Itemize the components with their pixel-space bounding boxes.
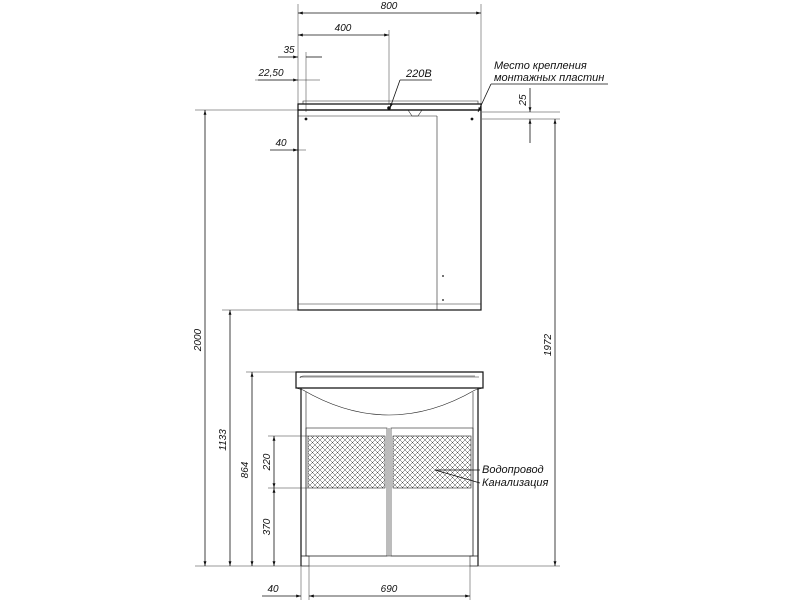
- dim-690-label: 690: [380, 584, 398, 595]
- dim-22-50-label: 22,50: [258, 68, 284, 79]
- dimension-370: [262, 488, 274, 566]
- dim-35-label: 35: [283, 45, 295, 56]
- dim-bottom-40-label: 40: [267, 584, 279, 595]
- dim-800-label: 800: [380, 1, 398, 12]
- dim-1972-label: 1972: [543, 333, 554, 357]
- mirror-cabinet: [298, 101, 481, 310]
- dim-1133-label: 1133: [218, 429, 229, 451]
- dim-864-label: 864: [240, 461, 251, 479]
- dim-40-mirror-label: 40: [275, 138, 287, 149]
- dimension-40-mirror: [270, 138, 306, 150]
- dimension-690: [309, 566, 470, 600]
- dimension-35: [278, 45, 322, 112]
- vanity-unit: [296, 372, 483, 566]
- dimension-400: [298, 23, 389, 104]
- dimension-bottom-40: [262, 566, 309, 600]
- dimension-1133: [218, 310, 298, 566]
- dim-2000-label: 2000: [193, 328, 204, 352]
- dimension-22-50: [255, 68, 320, 80]
- dimension-2000: [193, 110, 301, 566]
- power-outlet-callout: [390, 68, 432, 108]
- dim-370-label: 370: [262, 518, 273, 536]
- sewage-label: Канализация: [482, 477, 549, 489]
- water-supply-label: Водопровод: [482, 464, 544, 476]
- mount-callout: [478, 60, 608, 112]
- dim-220-label: 220: [262, 453, 273, 471]
- mount-label-line1: Место крепления: [494, 60, 587, 72]
- dimension-1972: [478, 119, 560, 566]
- dim-25-label: 25: [518, 94, 529, 106]
- dim-400-label: 400: [334, 23, 352, 34]
- dimension-800: [298, 1, 481, 104]
- mount-label-line2: монтажных пластин: [494, 72, 605, 84]
- power-label: 220В: [406, 68, 432, 80]
- dimension-25: [482, 88, 560, 143]
